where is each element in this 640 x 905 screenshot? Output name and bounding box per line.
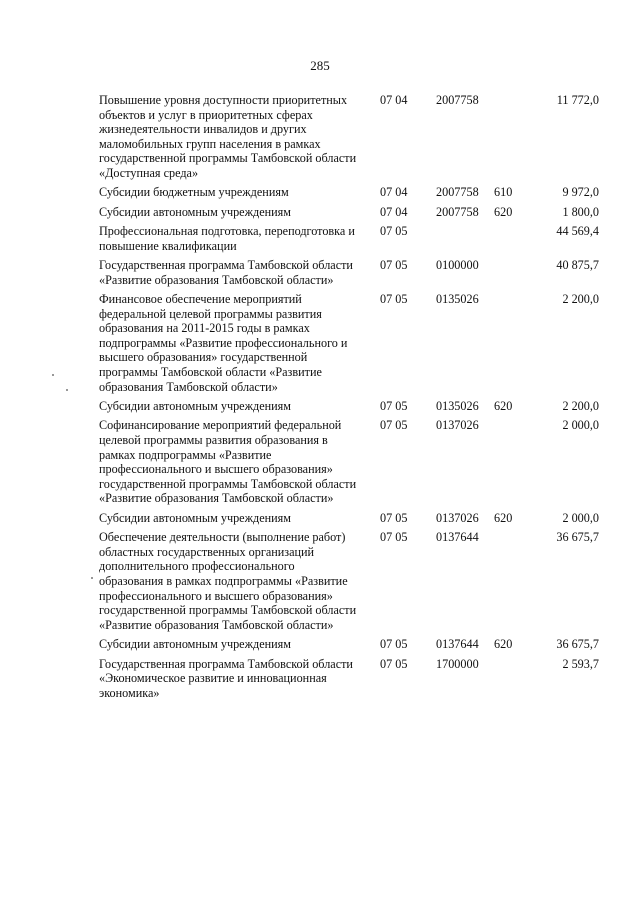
table-row: [0, 399, 640, 414]
table-row: [0, 637, 640, 652]
row-target-code: 2007758: [436, 93, 479, 107]
row-target-code: 2007758: [436, 185, 479, 200]
row-amount: 11 772,0: [556, 93, 599, 107]
row-section-code: 07 05: [380, 637, 408, 652]
row-amount: 2 200,0: [562, 399, 599, 414]
table-row: [0, 93, 640, 181]
row-target-code: 0100000: [436, 258, 479, 273]
table-row: [0, 530, 640, 632]
row-description: Субсидии автономным учреждениям: [99, 399, 291, 414]
row-section-code: 07 04: [380, 185, 408, 200]
row-section-code: 07 05: [380, 224, 408, 239]
table-row: [0, 418, 640, 506]
row-target-code: 0137644: [436, 637, 479, 652]
row-section-code: 07 05: [380, 656, 408, 671]
row-amount: 2 200,0: [562, 292, 599, 307]
row-amount: 2 593,7: [562, 656, 599, 671]
row-amount: 9 972,0: [562, 185, 599, 200]
row-target-code: 0137026: [436, 418, 479, 433]
row-description: Субсидии автономным учреждениям: [99, 637, 291, 652]
table-row: [0, 292, 640, 394]
table-row: [0, 657, 640, 701]
row-expense-type: 620: [494, 204, 513, 219]
row-section-code: 07 05: [380, 258, 408, 273]
row-section-code: 07 04: [380, 93, 408, 107]
row-amount: 1 800,0: [562, 204, 599, 219]
row-expense-type: 620: [494, 510, 513, 525]
row-expense-type: 620: [494, 637, 513, 652]
row-target-code: 2007758: [436, 204, 479, 219]
row-expense-type: 620: [494, 399, 513, 414]
row-description: Софинансирование мероприятий федеральной целевой программы развития образования в рамках подпрограммы «Развитие профессионального и высшего образования» государственной программы Тамбовской области «Развитие образования Тамбовской области»: [99, 418, 357, 506]
row-description: Субсидии автономным учреждениям: [99, 204, 291, 219]
scan-speck: [91, 577, 93, 579]
row-amount: 2 000,0: [562, 510, 599, 525]
row-amount: 36 675,7: [556, 530, 599, 545]
row-expense-type: 610: [494, 185, 513, 200]
row-amount: 36 675,7: [556, 637, 599, 652]
table-row: [0, 258, 640, 287]
table-row: [0, 224, 640, 253]
row-description: Повышение уровня доступности приоритетных объектов и услуг в приоритетных сферах жизнедеятельности инвалидов и других маломобильных групп населения в рамках государственной программы Тамбовской области «Доступная среда»: [99, 93, 357, 180]
table-row: [0, 185, 640, 200]
row-amount: 40 875,7: [556, 258, 599, 273]
row-section-code: 07 05: [380, 399, 408, 414]
row-description: Государственная программа Тамбовской области «Экономическое развитие и инновационная экономика»: [99, 656, 353, 700]
row-section-code: 07 05: [380, 292, 408, 307]
row-amount: 44 569,4: [556, 224, 599, 239]
row-description: Субсидии бюджетным учреждениям: [99, 185, 289, 200]
table-row: [0, 511, 640, 526]
row-description: Финансовое обеспечение мероприятий федеральной целевой программы развития образования на 2011-2015 годы в рамках подпрограммы «Развитие профессионального и высшего образования» государственной программы Тамбовской области «Развитие образования Тамбовской области»: [99, 292, 348, 394]
row-amount: 2 000,0: [562, 418, 599, 433]
row-description: Государственная программа Тамбовской области «Развитие образования Тамбовской области»: [99, 258, 353, 287]
row-description: Обеспечение деятельности (выполнение работ) областных государственных организаций дополнительного профессионального образования в рамках подпрограммы «Развитие профессионального и высшего образования» государственной программы Тамбовской области «Развитие образования Тамбовской области»: [99, 530, 357, 632]
row-target-code: 0137026: [436, 510, 479, 525]
row-target-code: 0135026: [436, 399, 479, 414]
row-target-code: 1700000: [436, 656, 479, 671]
row-section-code: 07 04: [380, 204, 408, 219]
row-description: Субсидии автономным учреждениям: [99, 510, 291, 525]
row-target-code: 0137644: [436, 530, 479, 545]
row-section-code: 07 05: [380, 510, 408, 525]
row-section-code: 07 05: [380, 530, 408, 545]
table-row: [0, 205, 640, 220]
page-number: 285: [310, 58, 330, 73]
row-description: Профессиональная подготовка, переподготовка и повышение квалификации: [99, 224, 355, 253]
row-target-code: 0135026: [436, 292, 479, 307]
scan-speck: [66, 389, 68, 391]
row-section-code: 07 05: [380, 418, 408, 433]
budget-table: [0, 93, 640, 705]
scan-speck: [52, 374, 54, 376]
